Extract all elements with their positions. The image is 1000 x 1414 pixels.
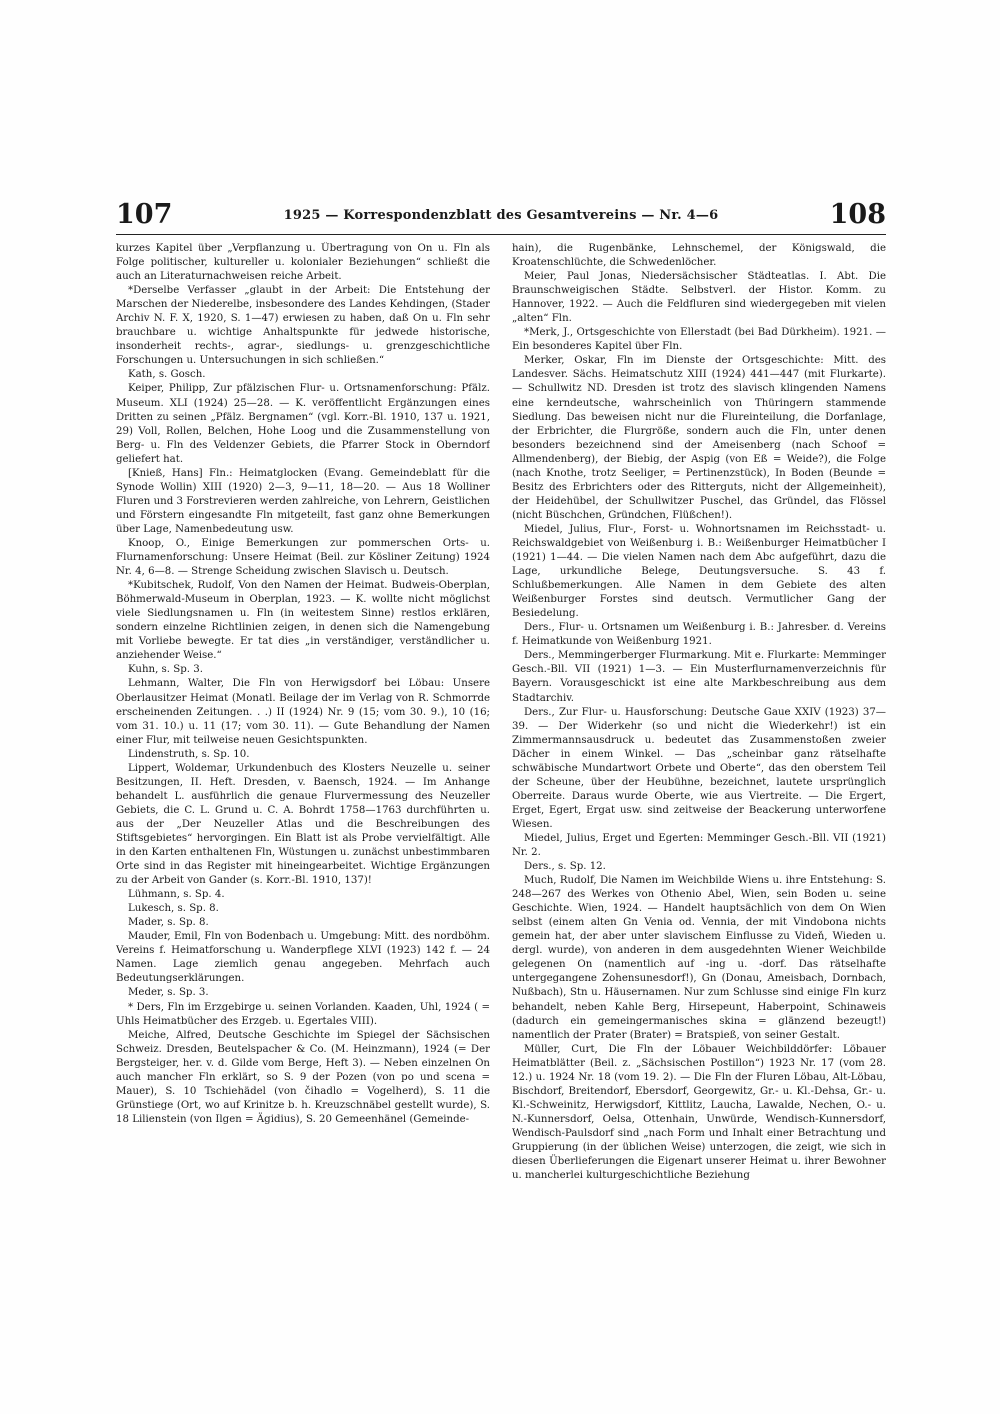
entry-paragraph: Miedel, Julius, Flur-, Forst- u. Wohnortsnamen im Reichsstadt- u. Reichswaldgebiet von Weißenburg i. B.: Weißenburger Heimatbücher I (1921) 1—44. — Die vielen Namen nach dem Abc aufgeführt, dazu die Lage, urkundliche Belege, Deutungsversuche. S. 43 f. Schlußbemerkungen. Alle Namen in dem Gebiete des alten Weißenburger Forstes sind deutsch. Vermutlicher Gang der Besiedelung. <box>512 523 886 620</box>
header-rule <box>116 234 886 235</box>
running-title: 1925 — Korrespondenzblatt des Gesamtvereins — Nr. 4—6 <box>283 208 719 223</box>
entry-paragraph: Ders., Flur- u. Ortsnamen um Weißenburg i. B.: Jahresber. d. Vereins f. Heimatkunde von Weißenburg 1921. <box>512 622 886 648</box>
entry-paragraph: Ders., Memmingerberger Flurmarkung. Mit e. Flurkarte: Memminger Gesch.-Bll. VII (1921) 1—3. — Ein Musterflurnamenverzeichnis für Bayern. Vorausgeschickt ist eine alte Markbeschreibung aus dem Stadtarchiv. <box>512 650 886 704</box>
entry-paragraph: *Derselbe Verfasser „glaubt in der Arbeit: Die Entstehung der Marschen der Niederelbe, insbesondere des Landes Kehdingen, (Stader Archiv N. F. X, 1920, S. 1—47) erwiesen zu haben, daß On u. Fln sehr brauchbare u. wichtige Anhaltspunkte für jedwede historische, insonderheit rechts-, agrar-, siedlungs- u. grenzgeschichtliche Forschungen u. Untersuchungen in sich schließen.“ <box>116 285 490 367</box>
entry-paragraph: Meder, s. Sp. 3. <box>128 987 209 999</box>
right-column <box>512 242 886 1282</box>
entry-paragraph: Mader, s. Sp. 8. <box>128 917 209 929</box>
entry-paragraph: Kuhn, s. Sp. 3. <box>128 664 203 676</box>
entry-paragraph: Merker, Oskar, Fln im Dienste der Ortsgeschichte: Mitt. des Landesver. Sächs. Heimatschutz XIII (1924) 441—447 (mit Flurkarte). — Schullwitz ND. Dresden ist trotz des slavisch klingenden Namens eine kerndeutsche, wahrscheinlich von Thüringern stammende Siedlung. Das beweisen nicht nur die Flureinteilung, die Dorfanlage, der Erbrichter, die Flurgröße, sondern auch die Fln, unter denen besonders bezeichnend sind der Ameisenberg (nach Schoof = Allmendenberg), der Biebig, der Aspig (von Eß = Weide?), die Folge (nach Knothe, trotz Seeliger, = Pertinenzstück), In Boden (Beunde = Besitz des Erbrichters oder des Ritterguts, nicht der Allgemeinheit), der Heidehübel, der Schullwitzer Puschel, das Gründel, das Flössel (nicht Büschchen, Gründchen, Flüßchen!). <box>512 355 886 521</box>
entry-paragraph: Much, Rudolf, Die Namen im Weichbilde Wiens u. ihre Entstehung: S. 248—267 des Werkes von Othenio Abel, Wien, sein Boden u. seine Geschichte. Wien, 1924. — Handelt hauptsächlich von dem On Wien selbst (einem alten Gn Venia od. Vennia, der mit Vindobona nichts gemein hat, der aber unter slavischem Einflusse zu Videň, Wieden u. dergl. wurde), von anderen in dem ausgedehnten Wiener Weichbilde gelegenen On (namentlich auf -ing u. -dorf. Das rätselhafte untergegangene Zohensunesdorf!), Gn (Donau, Ameisbach, Dornbach, Nußbach), Stn u. Häusernamen. Nur zum Schlusse sind einige Fln kurz behandelt, neben Kahle Berg, Hirsepeunt, Haberpoint, Schinaweis (dadurch ein gemeingermanisches skina = glänzend bezeugt!) namentlich der Prater (Brater) = Bratspieß, von seiner Gestalt. <box>512 875 886 1041</box>
entry-paragraph: Ders., Zur Flur- u. Hausforschung: Deutsche Gaue XXIV (1923) 37—39. — Der Widerkehr (so und nicht die Wiederkehr!) ist ein Zimmermannsausdruck u. bedeutet das Zusammenstoßen zweier Dächer in einem Winkel. — Das „scheinbar ganz rätselhafte schwäbische Mundartwort Orbete und Oberte“, das den oberstem Teil der Scheune, über der Heubühne, bezeichnet, lautete ursprünglich Oberreite. Daraus wurde Oberte, wie aus Viertreite. — Die Ergert, Erget, Egert, Ergat usw. sind zeitweise der Beackerung unterworfene Wiesen. <box>512 706 886 830</box>
entry-paragraph: Lukesch, s. Sp. 8. <box>128 903 219 915</box>
page-number-left: 107 <box>116 199 173 230</box>
entry-paragraph: Keiper, Philipp, Zur pfälzischen Flur- u. Ortsnamenforschung: Pfälz. Museum. XLI (1924) 25—28. — K. veröffentlicht Ergänzungen eines Dritten zu seinen „Pfälz. Bergnamen“ (vgl. Korr.-Bl. 1910, 137 u. 1921, 29) Voll, Rollen, Belchen, Hohe Loog und die Zusammenstellung von Berg- u. Fln des Veldenzer Gebiets, die Pfarrer Stock in Oberndorf geliefert hat. <box>116 383 490 465</box>
entry-paragraph: *Merk, J., Ortsgeschichte von Ellerstadt (bei Bad Dürkheim). 1921. — Ein besonderes Kapitel über Fln. <box>512 327 886 353</box>
entry-paragraph: Lehmann, Walter, Die Fln von Herwigsdorf bei Löbau: Unsere Oberlausitzer Heimat (Monatl. Beilage der im Verlag von R. Schmorrde erscheinenden Zeitungen. . .) II (1924) Nr. 9 (15; vom 30. 9.), 10 (16; vom 31. 10.) u. 11 (17; vom 30. 11). — Gute Behandlung der Namen einer Flur, mit teilweise neuen Gesichtspunkten. <box>116 678 490 746</box>
entry-paragraph: Kath, s. Gosch. <box>128 369 206 381</box>
entry-paragraph: *Kubitschek, Rudolf, Von den Namen der Heimat. Budweis-Oberplan, Böhmerwald-Museum in Oberplan, 1923. — K. wollte nicht möglichst viele Siedlungsnamen u. Fln (in weitestem Sinne) restlos erklären, sondern einzelne Richtlinien zeigen, in denen sich die Namengebung mit Vorliebe bewegte. Er tat dies „in verständiger, verständlicher u. anziehender Weise.“ <box>116 580 490 662</box>
page-number-right: 108 <box>829 199 886 230</box>
entry-paragraph: kurzes Kapitel über „Verpflanzung u. Übertragung von On u. Fln als Folge politischer, kultureller u. kolonialer Beziehungen“ schließt die auch an Literaturnachweisen reiche Arbeit. <box>116 243 490 283</box>
entry-paragraph: Mauder, Emil, Fln von Bodenbach u. Umgebung: Mitt. des nordböhm. Vereins f. Heimatforschung u. Wanderpflege XLVI (1923) 142 f. — 24 Namen. Lage ziemlich genau angegeben. Mehrfach auch Bedeutungserklärungen. <box>116 931 490 985</box>
entry-paragraph: Lippert, Woldemar, Urkundenbuch des Klosters Neuzelle u. seiner Besitzungen, II. Heft. Dresden, v. Baensch, 1924. — Im Anhange behandelt L. ausführlich die genaue Flurvermessung des Neuzeller Gebiets, die C. L. Grund u. C. A. Bohrdt 1758—1763 durchführten u. aus der „Der Neuzeller Atlas und die Beschreibungen des Stiftsgebietes“ hervorgingen. Ein Blatt ist als Probe vervielfältigt. Alle in den Karten enthaltenen Fln, Wüstungen u. zunächst unbestimmbaren Orte sind in das Register mit hineingearbeitet. Wichtige Ergänzungen zu der Arbeit von Gander (s. Korr.-Bl. 1910, 137)! <box>116 762 490 887</box>
entry-paragraph: Müller, Curt, Die Fln der Löbauer Weichbilddörfer: Löbauer Heimatblätter (Beil. z. „Sächsischen Postillon“) 1923 Nr. 17 (vom 28. 12.) u. 1924 Nr. 18 (vom 19. 2). — Die Fln der Fluren Löbau, Alt-Löbau, Bischdorf, Breitendorf, Ebersdorf, Georgewitz, Gr.- u. Kl.-Dehsa, Gr.- u. Kl.-Schweinitz, Herwigsdorf, Kittlitz, Laucha, Lawalde, Nechen, O.- u. N.-Kunnersdorf, Oelsa, Ottenhain, Unwürde, Wendisch-Kunnersdorf, Wendisch-Paulsdorf sind „nach Form und Inhalt einer Betrachtung und Gruppierung (in der üblichen Weise) unterzogen, die zeigt, wie sich in diesen Überlieferungen die Eigenart unserer Heimat u. ihrer Bewohner u. mancherlei kulturgeschichtliche Beziehung <box>512 1043 886 1182</box>
entry-paragraph: * Ders, Fln im Erzgebirge u. seinen Vorlanden. Kaaden, Uhl, 1924 ( = Uhls Heimatbücher des Erzgeb. u. Egertales VIII). <box>116 1001 490 1027</box>
entry-paragraph: Ders., s. Sp. 12. <box>524 861 606 873</box>
entry-paragraph: [Knieß, Hans] Fln.: Heimatglocken (Evang. Gemeindeblatt für die Synode Wollin) XIII (1920) 2—3, 9—11, 18—20. — Aus 18 Wolliner Fluren und 3 Forstrevieren werden zahlreiche, von Lehrern, Geistlichen und Förstern eingesandte Fln mitgeteilt, fast ganz ohne Bemerkungen über Lage, Namenbedeutung usw. <box>116 467 490 535</box>
page-header <box>116 200 886 234</box>
entry-paragraph: Knoop, O., Einige Bemerkungen zur pommerschen Orts- u. Flurnamenforschung: Unsere Heimat (Beil. zur Kösliner Zeitung) 1924 Nr. 4, 6—8. — Strenge Scheidung zwischen Slavisch u. Deutsch. <box>116 537 490 578</box>
left-column <box>116 242 490 1282</box>
entry-paragraph: Lindenstruth, s. Sp. 10. <box>128 748 250 760</box>
entry-paragraph: hain), die Rugenbänke, Lehnschemel, der Königswald, die Kroatenschlüchte, die Schwedenlöcher. <box>512 243 886 269</box>
entry-paragraph: Meiche, Alfred, Deutsche Geschichte im Spiegel der Sächsischen Schweiz. Dresden, Beutelspacher & Co. (M. Heinzmann), 1924 (= Der Bergsteiger, her. v. d. Gilde vom Berge, Heft 3). — Neben einzelnen On auch mancher Fln erklärt, so S. 9 der Pozen (von po und scena = Mauer), S. 10 Tschiehädel (von čihadlo = Vogelherd), S. 11 die Grünstiege (Ort, wo auf Krinitze b. h. Kreuzschnäbel gestellt wurde), S. 18 Lilienstein (von Ilgen = Ägidius), S. 20 Gemeenhänel (Gemeinde- <box>116 1029 490 1125</box>
entry-paragraph: Lühmann, s. Sp. 4. <box>128 889 225 901</box>
entry-paragraph: Miedel, Julius, Erget und Egerten: Memminger Gesch.-Bll. VII (1921) Nr. 2. <box>512 832 886 859</box>
entry-paragraph: Meier, Paul Jonas, Niedersächsischer Städteatlas. I. Abt. Die Braunschweigischen Städte. Selbstverl. der Histor. Komm. zu Hannover, 1922. — Auch die Feldfluren sind wiedergegeben mit vielen „alten“ Fln. <box>512 271 886 325</box>
